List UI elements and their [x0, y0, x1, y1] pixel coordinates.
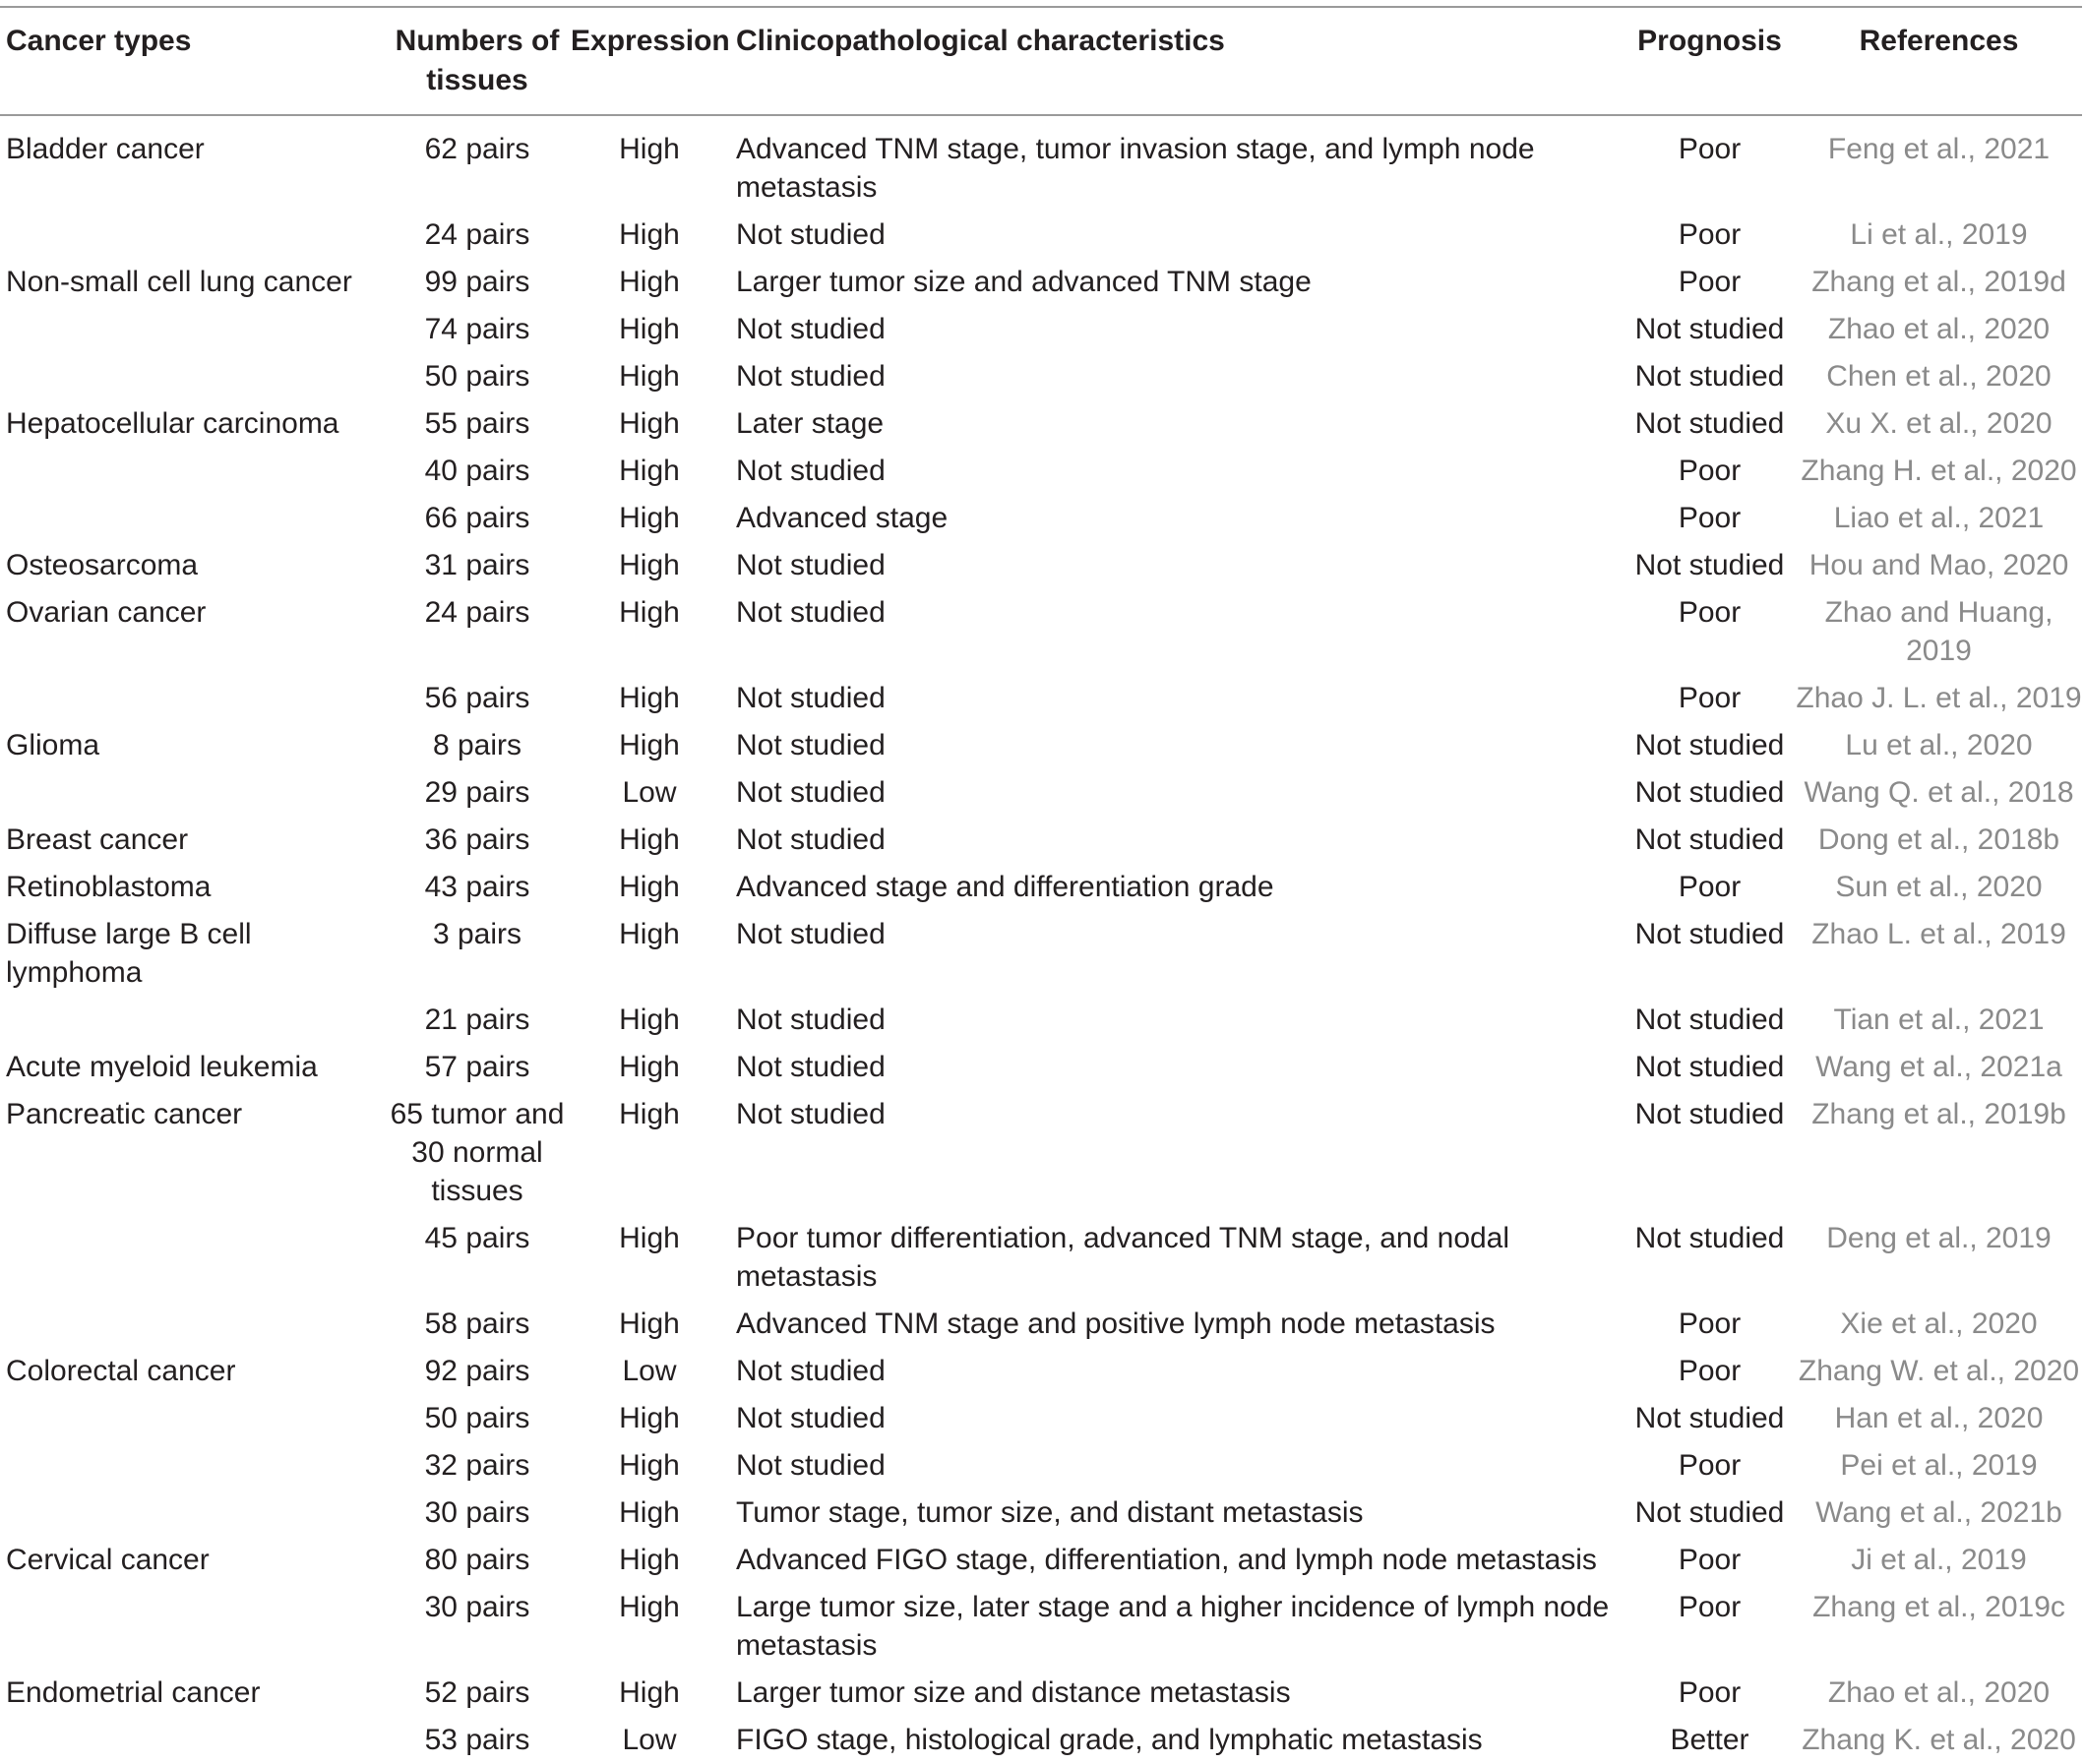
table-row: [0, 1348, 2082, 1395]
cell-number-of-tissues: 24 pairs: [424, 218, 530, 251]
cell-expression: High: [619, 1051, 680, 1083]
cell-number-of-tissues: 40 pairs: [424, 455, 530, 487]
cell-clinicopathological: Not studied: [736, 455, 886, 487]
cell-reference[interactable]: Zhang et al., 2019b: [1811, 1098, 2066, 1130]
cell-prognosis: Poor: [1678, 133, 1742, 165]
cell-prognosis: Poor: [1678, 266, 1742, 298]
cell-clinicopathological: Not studied: [736, 1098, 886, 1130]
table-row: [0, 1537, 2082, 1584]
cell-expression: High: [619, 313, 680, 345]
cell-cancer-type: [0, 1490, 384, 1537]
cell-expression: Low: [622, 776, 677, 809]
cell-reference[interactable]: Hou and Mao, 2020: [1808, 549, 2069, 581]
cell-clinicopathological: Poor tumor differentiation, advanced TNM stage, and nodal metastasis: [736, 1222, 1510, 1293]
cell-reference[interactable]: Zhao et al., 2020: [1827, 1676, 2051, 1709]
cell-cancer-type: Ovarian cancer: [6, 596, 207, 629]
cell-reference[interactable]: Wang et al., 2021b: [1815, 1496, 2062, 1529]
cell-prognosis: Not studied: [1634, 407, 1785, 440]
cell-reference[interactable]: Xu X. et al., 2020: [1825, 407, 2053, 440]
cell-prognosis: Poor: [1678, 596, 1742, 629]
header-prognosis: Prognosis: [1637, 25, 1782, 57]
cell-expression: High: [619, 1222, 680, 1254]
cell-prognosis: Not studied: [1634, 313, 1785, 345]
cell-cancer-type: [0, 353, 384, 400]
table-row: [0, 675, 2082, 722]
cell-number-of-tissues: 80 pairs: [424, 1544, 530, 1576]
cell-prognosis: Not studied: [1634, 823, 1785, 856]
cell-prognosis: Poor: [1678, 502, 1742, 534]
cell-expression: High: [619, 455, 680, 487]
table-row: [0, 1717, 2082, 1764]
cell-clinicopathological: Not studied: [736, 1355, 886, 1387]
cell-number-of-tissues: 66 pairs: [424, 502, 530, 534]
cell-reference[interactable]: Zhang W. et al., 2020: [1798, 1355, 2080, 1387]
cell-number-of-tissues: 29 pairs: [424, 776, 530, 809]
cell-prognosis: Poor: [1678, 1355, 1742, 1387]
cell-prognosis: Not studied: [1634, 1004, 1785, 1036]
table-row: [0, 1301, 2082, 1348]
cell-clinicopathological: Advanced TNM stage, tumor invasion stage, and lymph node metastasis: [736, 133, 1535, 204]
cell-clinicopathological: Not studied: [736, 218, 886, 251]
cell-expression: High: [619, 407, 680, 440]
table-row: [0, 722, 2082, 769]
cell-clinicopathological: Not studied: [736, 1402, 886, 1434]
cell-reference[interactable]: Liao et al., 2021: [1833, 502, 2045, 534]
cell-cancer-type: Retinoblastoma: [6, 871, 212, 903]
table-row: [0, 1215, 2082, 1301]
cell-reference[interactable]: Zhao L. et al., 2019: [1811, 918, 2066, 950]
cell-prognosis: Poor: [1678, 1591, 1742, 1623]
cell-prognosis: Poor: [1678, 682, 1742, 714]
cell-reference[interactable]: Zhao et al., 2020: [1827, 313, 2051, 345]
cell-prognosis: Not studied: [1634, 729, 1785, 761]
cell-prognosis: Not studied: [1634, 776, 1785, 809]
cell-reference[interactable]: Wang et al., 2021a: [1815, 1051, 2062, 1083]
cell-clinicopathological: Not studied: [736, 729, 886, 761]
cell-expression: High: [619, 266, 680, 298]
cell-reference[interactable]: Wang Q. et al., 2018: [1804, 776, 2074, 809]
table-row: [0, 495, 2082, 542]
cell-number-of-tissues: 50 pairs: [424, 360, 530, 393]
cell-clinicopathological: Not studied: [736, 823, 886, 856]
cell-clinicopathological: Not studied: [736, 918, 886, 950]
cell-clinicopathological: Not studied: [736, 1051, 886, 1083]
cell-clinicopathological: Not studied: [736, 1449, 886, 1482]
cell-number-of-tissues: 52 pairs: [424, 1676, 530, 1709]
cell-clinicopathological: Advanced TNM stage and positive lymph node metastasis: [736, 1308, 1496, 1340]
cell-expression: High: [619, 1449, 680, 1482]
table-row: [0, 448, 2082, 495]
header-row: [0, 7, 2082, 115]
cell-cancer-type: [0, 1442, 384, 1490]
cell-number-of-tissues: 21 pairs: [424, 1004, 530, 1036]
table-row: [0, 542, 2082, 589]
cell-expression: High: [619, 1308, 680, 1340]
cell-expression: High: [619, 1591, 680, 1623]
table-row: [0, 1091, 2082, 1215]
table-row: [0, 259, 2082, 306]
cell-cancer-type: [0, 769, 384, 817]
cell-reference[interactable]: Zhang et al., 2019d: [1811, 266, 2066, 298]
cell-clinicopathological: Not studied: [736, 596, 886, 629]
cell-expression: High: [619, 549, 680, 581]
cell-cancer-type: Breast cancer: [6, 823, 189, 856]
header-numbers-of-tissues: Numbers of tissues: [395, 25, 560, 96]
header-expression: Expression: [571, 25, 730, 57]
cell-cancer-type: [0, 997, 384, 1044]
cell-cancer-type: Glioma: [6, 729, 100, 761]
cell-number-of-tissues: 65 tumor and 30 normal tissues: [390, 1098, 565, 1207]
cell-expression: High: [619, 218, 680, 251]
cell-clinicopathological: FIGO stage, histological grade, and lymphatic metastasis: [736, 1724, 1483, 1756]
cell-expression: High: [619, 1004, 680, 1036]
cell-number-of-tissues: 24 pairs: [424, 596, 530, 629]
cell-number-of-tissues: 3 pairs: [432, 918, 522, 950]
cell-number-of-tissues: 50 pairs: [424, 1402, 530, 1434]
cell-reference[interactable]: Chen et al., 2020: [1826, 360, 2052, 393]
cell-reference[interactable]: Zhao and Huang, 2019: [1824, 596, 2053, 667]
cell-reference[interactable]: Li et al., 2019: [1850, 218, 2028, 251]
cell-number-of-tissues: 74 pairs: [424, 313, 530, 345]
cell-prognosis: Poor: [1678, 218, 1742, 251]
cell-expression: High: [619, 360, 680, 393]
cell-prognosis: Not studied: [1634, 1051, 1785, 1083]
cell-prognosis: Poor: [1678, 1449, 1742, 1482]
cell-number-of-tissues: 58 pairs: [424, 1308, 530, 1340]
cell-cancer-type: Hepatocellular carcinoma: [6, 407, 339, 440]
header-clinicopathological: Clinicopathological characteristics: [736, 25, 1225, 57]
cell-number-of-tissues: 30 pairs: [424, 1591, 530, 1623]
cell-cancer-type: Acute myeloid leukemia: [6, 1051, 318, 1083]
table-row: [0, 1044, 2082, 1091]
cell-number-of-tissues: 31 pairs: [424, 549, 530, 581]
cell-cancer-type: [0, 675, 384, 722]
table-row: [0, 1442, 2082, 1490]
header-cancer-types: Cancer types: [6, 25, 192, 57]
cell-reference[interactable]: Deng et al., 2019: [1826, 1222, 2052, 1254]
table-row: [0, 212, 2082, 259]
table-row: [0, 306, 2082, 353]
table-row: [0, 997, 2082, 1044]
cell-number-of-tissues: 99 pairs: [424, 266, 530, 298]
cell-prognosis: Better: [1670, 1724, 1749, 1756]
cell-clinicopathological: Not studied: [736, 1004, 886, 1036]
cell-prognosis: Not studied: [1634, 918, 1785, 950]
cell-reference[interactable]: Pei et al., 2019: [1840, 1449, 2038, 1482]
cell-cancer-type: Pancreatic cancer: [6, 1098, 243, 1130]
cell-cancer-type: Bladder cancer: [6, 133, 205, 165]
cell-clinicopathological: Advanced stage and differentiation grade: [736, 871, 1274, 903]
cell-expression: High: [619, 1402, 680, 1434]
cell-expression: High: [619, 682, 680, 714]
cell-number-of-tissues: 45 pairs: [424, 1222, 530, 1254]
cell-reference[interactable]: Zhang K. et al., 2020: [1802, 1724, 2076, 1756]
cell-cancer-type: Colorectal cancer: [6, 1355, 236, 1387]
cell-reference[interactable]: Zhao J. L. et al., 2019: [1796, 682, 2082, 714]
table-row: [0, 589, 2082, 675]
cell-expression: High: [619, 871, 680, 903]
cell-expression: High: [619, 1676, 680, 1709]
cell-reference[interactable]: Zhang H. et al., 2020: [1801, 455, 2077, 487]
cell-expression: High: [619, 1098, 680, 1130]
cell-prognosis: Not studied: [1634, 549, 1785, 581]
cell-number-of-tissues: 62 pairs: [424, 133, 530, 165]
cell-clinicopathological: Not studied: [736, 313, 886, 345]
cell-prognosis: Not studied: [1634, 1496, 1785, 1529]
cell-cancer-type: [0, 495, 384, 542]
cell-clinicopathological: Advanced FIGO stage, differentiation, and lymph node metastasis: [736, 1544, 1597, 1576]
cell-clinicopathological: Larger tumor size and advanced TNM stage: [736, 266, 1312, 298]
cell-prognosis: Poor: [1678, 1544, 1742, 1576]
table-row: [0, 911, 2082, 997]
cell-prognosis: Not studied: [1634, 1222, 1785, 1254]
cell-expression: High: [619, 823, 680, 856]
cell-reference[interactable]: Ji et al., 2019: [1851, 1544, 2027, 1576]
table-row: [0, 864, 2082, 911]
cell-reference[interactable]: Zhang et al., 2019c: [1812, 1591, 2065, 1623]
cell-number-of-tissues: 8 pairs: [432, 729, 522, 761]
cell-prognosis: Not studied: [1634, 1098, 1785, 1130]
cell-expression: High: [619, 918, 680, 950]
table-header: [0, 7, 2082, 115]
cell-cancer-type: Cervical cancer: [6, 1544, 210, 1576]
cell-expression: High: [619, 596, 680, 629]
cell-cancer-type: [0, 1395, 384, 1442]
cell-number-of-tissues: 32 pairs: [424, 1449, 530, 1482]
cell-prognosis: Not studied: [1634, 1402, 1785, 1434]
header-references: References: [1859, 25, 2019, 57]
table-row: [0, 1395, 2082, 1442]
cell-reference[interactable]: Lu et al., 2020: [1845, 729, 2033, 761]
cancer-expression-table: [0, 6, 2082, 1764]
cell-number-of-tissues: 56 pairs: [424, 682, 530, 714]
cell-prognosis: Poor: [1678, 871, 1742, 903]
table-row: [0, 769, 2082, 817]
cell-expression: High: [619, 729, 680, 761]
cell-clinicopathological: Advanced stage: [736, 502, 949, 534]
cell-reference[interactable]: Xie et al., 2020: [1840, 1308, 2038, 1340]
cell-cancer-type: [0, 1215, 384, 1301]
cell-expression: High: [619, 1544, 680, 1576]
cell-expression: High: [619, 502, 680, 534]
cell-cancer-type: Non-small cell lung cancer: [6, 266, 352, 298]
cell-expression: High: [619, 133, 680, 165]
cell-clinicopathological: Not studied: [736, 682, 886, 714]
cell-cancer-type: [0, 1301, 384, 1348]
cell-number-of-tissues: 57 pairs: [424, 1051, 530, 1083]
cell-cancer-type: Endometrial cancer: [6, 1676, 261, 1709]
table-row: [0, 1584, 2082, 1670]
cell-reference[interactable]: Dong et al., 2018b: [1817, 823, 2060, 856]
cell-clinicopathological: Not studied: [736, 776, 886, 809]
cell-clinicopathological: Later stage: [736, 407, 885, 440]
cell-number-of-tissues: 36 pairs: [424, 823, 530, 856]
cell-prognosis: Poor: [1678, 455, 1742, 487]
cell-cancer-type: [0, 1584, 384, 1670]
table-row: [0, 353, 2082, 400]
cell-prognosis: Not studied: [1634, 360, 1785, 393]
table-row: [0, 400, 2082, 448]
cell-reference[interactable]: Han et al., 2020: [1834, 1402, 2044, 1434]
cell-number-of-tissues: 43 pairs: [424, 871, 530, 903]
cell-expression: Low: [622, 1355, 677, 1387]
cell-clinicopathological: Large tumor size, later stage and a higher incidence of lymph node metastasis: [736, 1591, 1610, 1662]
cell-expression: High: [619, 1496, 680, 1529]
cell-cancer-type: [0, 212, 384, 259]
cell-number-of-tissues: 55 pairs: [424, 407, 530, 440]
cell-prognosis: Poor: [1678, 1676, 1742, 1709]
cell-reference[interactable]: Tian et al., 2021: [1833, 1004, 2045, 1036]
cell-cancer-type: [0, 1717, 384, 1764]
cell-number-of-tissues: 30 pairs: [424, 1496, 530, 1529]
cell-number-of-tissues: 92 pairs: [424, 1355, 530, 1387]
cell-expression: Low: [622, 1724, 677, 1756]
cell-cancer-type: Diffuse large B cell lymphoma: [6, 918, 252, 989]
cell-prognosis: Poor: [1678, 1308, 1742, 1340]
table-row: [0, 1490, 2082, 1537]
cell-cancer-type: [0, 306, 384, 353]
cell-clinicopathological: Not studied: [736, 360, 886, 393]
cell-reference[interactable]: Sun et al., 2020: [1835, 871, 2043, 903]
cell-clinicopathological: Not studied: [736, 549, 886, 581]
table-row: [0, 115, 2082, 212]
cell-reference[interactable]: Feng et al., 2021: [1827, 133, 2051, 165]
cell-clinicopathological: Larger tumor size and distance metastasis: [736, 1676, 1291, 1709]
cell-number-of-tissues: 53 pairs: [424, 1724, 530, 1756]
cell-clinicopathological: Tumor stage, tumor size, and distant metastasis: [736, 1496, 1364, 1529]
table-body: [0, 115, 2082, 1764]
cell-cancer-type: Osteosarcoma: [6, 549, 199, 581]
cell-cancer-type: [0, 448, 384, 495]
table-row: [0, 817, 2082, 864]
table-row: [0, 1670, 2082, 1717]
